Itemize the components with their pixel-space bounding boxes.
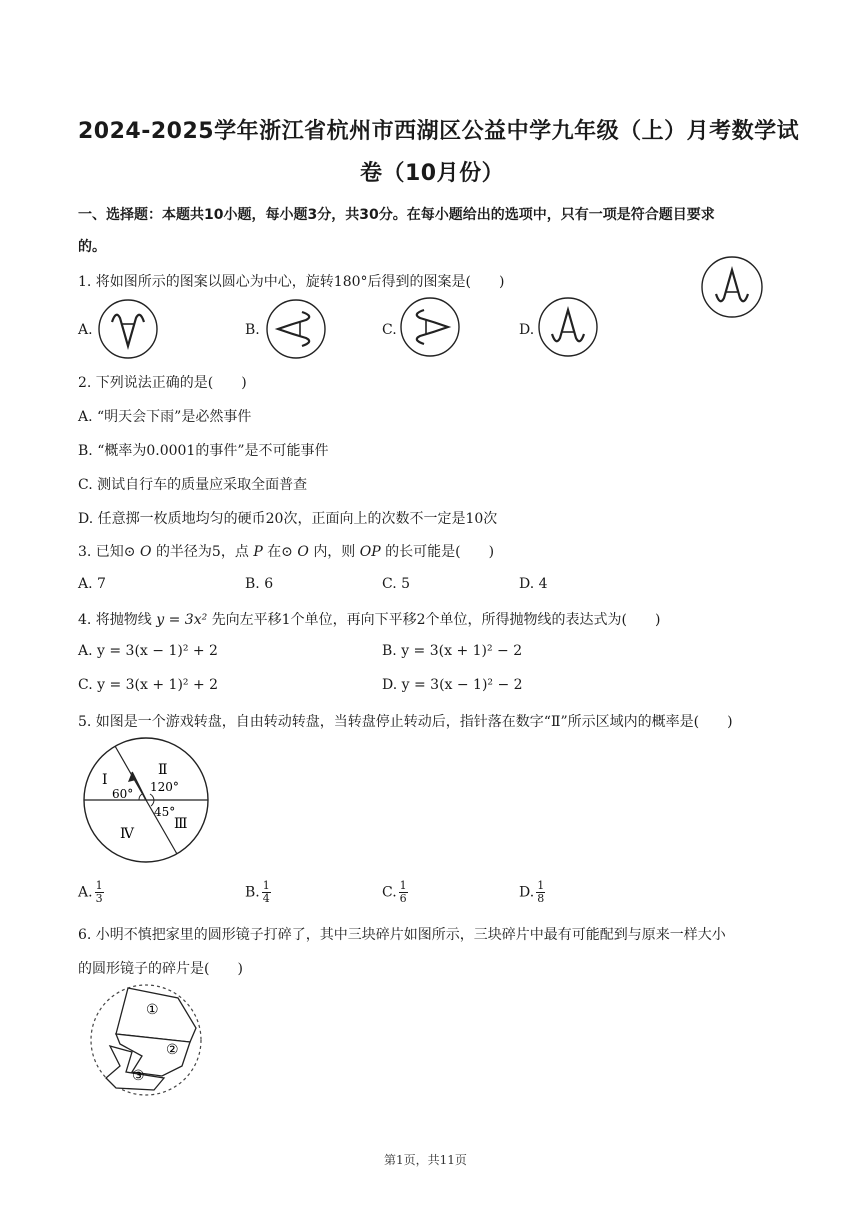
q5-angle-60: 60° xyxy=(112,787,134,801)
q6-fragment-2-label: ② xyxy=(166,1042,179,1058)
q1-option-c-figure xyxy=(396,296,466,358)
q3-text-post: 的长可能是( ) xyxy=(385,544,495,560)
q5-spinner-figure xyxy=(78,736,218,866)
q5-region-iii-label: Ⅲ xyxy=(174,816,188,832)
q2-option-d: D. 任意掷一枚质地均匀的硬币20次，正面向上的次数不一定是10次 xyxy=(78,511,498,527)
q4-option-c: C. y = 3(x + 1)² + 2 xyxy=(78,677,219,693)
q1-original-pattern-figure xyxy=(698,254,768,320)
q6-fragment-3-label: ③ xyxy=(132,1068,145,1084)
question-4-stem xyxy=(78,609,660,629)
q3-var-o1: O xyxy=(140,544,152,560)
q5-option-b xyxy=(245,880,271,905)
q5-option-a-numerator: 1 xyxy=(95,879,103,892)
q5-option-d-fraction xyxy=(536,880,545,905)
q3-var-p: P xyxy=(253,544,263,560)
q1-option-d-figure xyxy=(534,296,604,358)
q3-text-pre: 3. 已知⊙ xyxy=(78,544,136,560)
q3-option-c: C. 5 xyxy=(382,576,411,592)
q5-option-d-denominator: 8 xyxy=(537,892,545,905)
q5-option-a xyxy=(78,880,104,905)
q1-option-b-figure xyxy=(262,298,332,360)
q3-text-mid3: 内，则 xyxy=(313,544,356,560)
q5-option-a-fraction xyxy=(95,880,104,905)
q1-option-b-label: B. xyxy=(245,322,260,338)
q4-expression: y = 3x² xyxy=(156,612,208,628)
q5-option-b-numerator: 1 xyxy=(262,879,270,892)
q4-option-b: B. y = 3(x + 1)² − 2 xyxy=(382,643,523,659)
q1-option-d-label: D. xyxy=(519,322,535,338)
q5-option-d-numerator: 1 xyxy=(537,879,545,892)
q5-option-b-label: B. xyxy=(245,884,260,901)
q2-option-b: B. “概率为0.0001的事件”是不可能事件 xyxy=(78,443,329,459)
q4-text-pre: 4. 将抛物线 xyxy=(78,612,152,628)
q5-option-c-label: C. xyxy=(382,884,397,901)
q3-text-mid1: 的半径为5，点 xyxy=(155,544,249,560)
q5-option-b-denominator: 4 xyxy=(262,892,270,905)
q5-option-c-fraction xyxy=(399,880,408,905)
q1-option-a-figure xyxy=(94,298,164,360)
q3-var-o2: O xyxy=(297,544,309,560)
q2-option-c: C. 测试自行车的质量应采取全面普查 xyxy=(78,477,308,493)
q5-option-c-numerator: 1 xyxy=(399,879,407,892)
q4-text-post: 先向左平移1个单位，再向下平移2个单位，所得抛物线的表达式为( ) xyxy=(211,612,661,628)
page-footer: 第1页，共11页 xyxy=(384,1153,467,1167)
q5-angle-45: 45° xyxy=(154,805,176,819)
q5-option-b-fraction xyxy=(262,880,271,905)
page-title-line2: 卷（10月份） xyxy=(360,161,505,186)
q5-region-iv-label: Ⅳ xyxy=(120,826,134,842)
question-6-line2: 的圆形镜子的碎片是( ) xyxy=(78,961,243,977)
q2-option-a: A. “明天会下雨”是必然事件 xyxy=(78,409,252,425)
q4-option-a: A. y = 3(x − 1)² + 2 xyxy=(78,643,218,659)
q5-option-d xyxy=(519,880,545,905)
question-3-stem xyxy=(78,541,494,561)
q1-option-c-label: C. xyxy=(382,322,397,338)
q3-option-a: A. 7 xyxy=(78,576,106,592)
q5-option-a-denominator: 3 xyxy=(95,892,103,905)
question-6-line1: 6. 小明不慎把家里的圆形镜子打碎了，其中三块碎片如图所示，三块碎片中最有可能配到与原来一样大小 xyxy=(78,927,726,943)
q5-region-i-label: Ⅰ xyxy=(102,772,108,788)
q5-option-c xyxy=(382,880,408,905)
q5-option-c-denominator: 6 xyxy=(399,892,407,905)
q5-option-d-label: D. xyxy=(519,884,535,901)
section-heading-line1: 一、选择题：本题共10小题，每小题3分，共30分。在每小题给出的选项中，只有一项是符合题目要求 xyxy=(78,207,715,223)
q3-option-b: B. 6 xyxy=(245,576,274,592)
q5-angle-120: 120° xyxy=(150,780,179,794)
question-5-stem: 5. 如图是一个游戏转盘，自由转动转盘，当转盘停止转动后，指针落在数字“Ⅱ”所示区域内的概率是( ) xyxy=(78,714,733,730)
q6-fragment-1-label: ① xyxy=(146,1002,159,1018)
q3-text-mid2: 在⊙ xyxy=(267,544,293,560)
q4-option-d: D. y = 3(x − 1)² − 2 xyxy=(382,677,523,693)
q5-option-a-label: A. xyxy=(78,884,93,901)
q1-option-a-label: A. xyxy=(78,322,93,338)
q3-var-op: OP xyxy=(359,544,381,560)
q3-option-d: D. 4 xyxy=(519,576,548,592)
question-2-stem: 2. 下列说法正确的是( ) xyxy=(78,375,247,391)
section-heading-line2: 的。 xyxy=(78,239,106,255)
question-1-stem: 1. 将如图所示的图案以圆心为中心，旋转180°后得到的图案是( ) xyxy=(78,274,505,290)
page-title-line1: 2024-2025学年浙江省杭州市西湖区公益中学九年级（上）月考数学试 xyxy=(78,119,800,144)
q6-mirror-fragments-figure xyxy=(86,982,210,1100)
q5-region-ii-label: Ⅱ xyxy=(158,762,168,778)
